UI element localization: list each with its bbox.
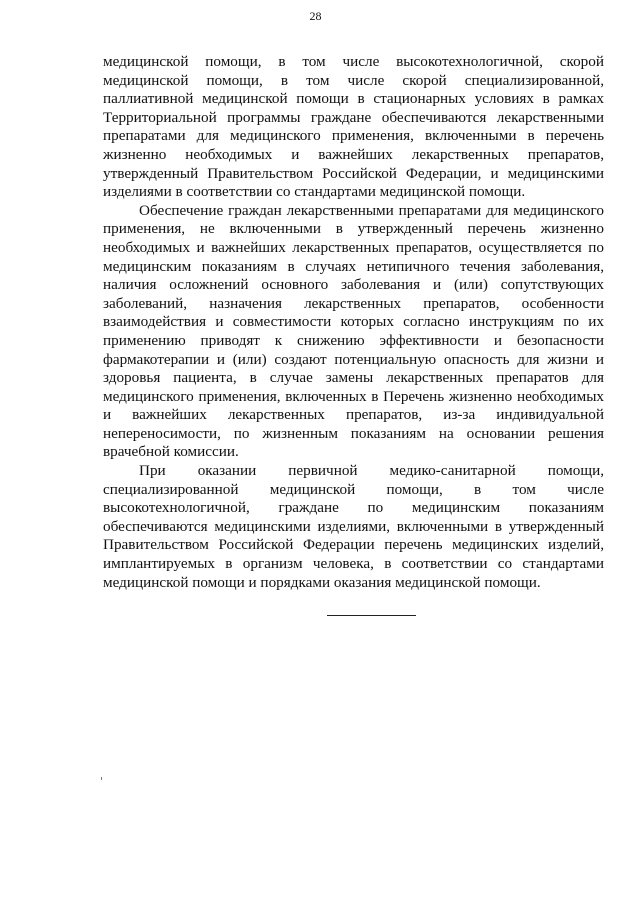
page-number: 28 <box>309 9 322 23</box>
end-of-section-rule <box>327 615 416 616</box>
paragraph-drug-provision: Обеспечение граждан лекарственными препаратами для медицинского применения, не включенными в утвержденный перечень жизненно необходимых и важнейших лекарственных препаратов, осуществляется по медицинским показаниям в случаях нетипичного течения заболевания, наличия осложнений основного заболевания и (или) сопутствующих заболеваний, назначения лекарственных препаратов, особенности взаимодействия и совместимости которых согласно инструкциям по их применению приводят к снижению эффективности и безопасности фармакотерапии и (или) создают потенциальную опасность для жизни и здоровья пациента, в случае замены лекарственных препаратов для медицинского применения, включенных в Перечень жизненно необходимых и важнейших лекарственных препаратов, из-за индивидуальной непереносимости, по жизненным показаниям на основании решения врачебной комиссии. <box>103 201 604 461</box>
paragraph-continuation: медицинской помощи, в том числе высокотехнологичной, скорой медицинской помощи, в том числе скорой специализированной, паллиативной медицинской помощи в стационарных условиях в рамках Территориальной программы граждане обеспечиваются лекарственными препаратами для медицинского применения, включенными в перечень жизненно необходимых и важнейших лекарственных препаратов, утвержденный Правительством Российской Федерации, и медицинскими изделиями в соответствии со стандартами медицинской помощи. <box>103 53 604 201</box>
scan-mark <box>101 777 102 780</box>
paragraph-medical-devices: При оказании первичной медико-санитарной помощи, специализированной медицинской помощи, в том числе высокотехнологичной, граждане по медицинским показаниям обеспечиваются медицинскими изделиями, включенными в утвержденный Правительством Российской Федерации перечень медицинских изделий, имплантируемых в организм человека, в соответствии со стандартами медицинской помощи и порядками оказания медицинской помощи. <box>103 462 604 591</box>
document-body <box>103 53 604 592</box>
